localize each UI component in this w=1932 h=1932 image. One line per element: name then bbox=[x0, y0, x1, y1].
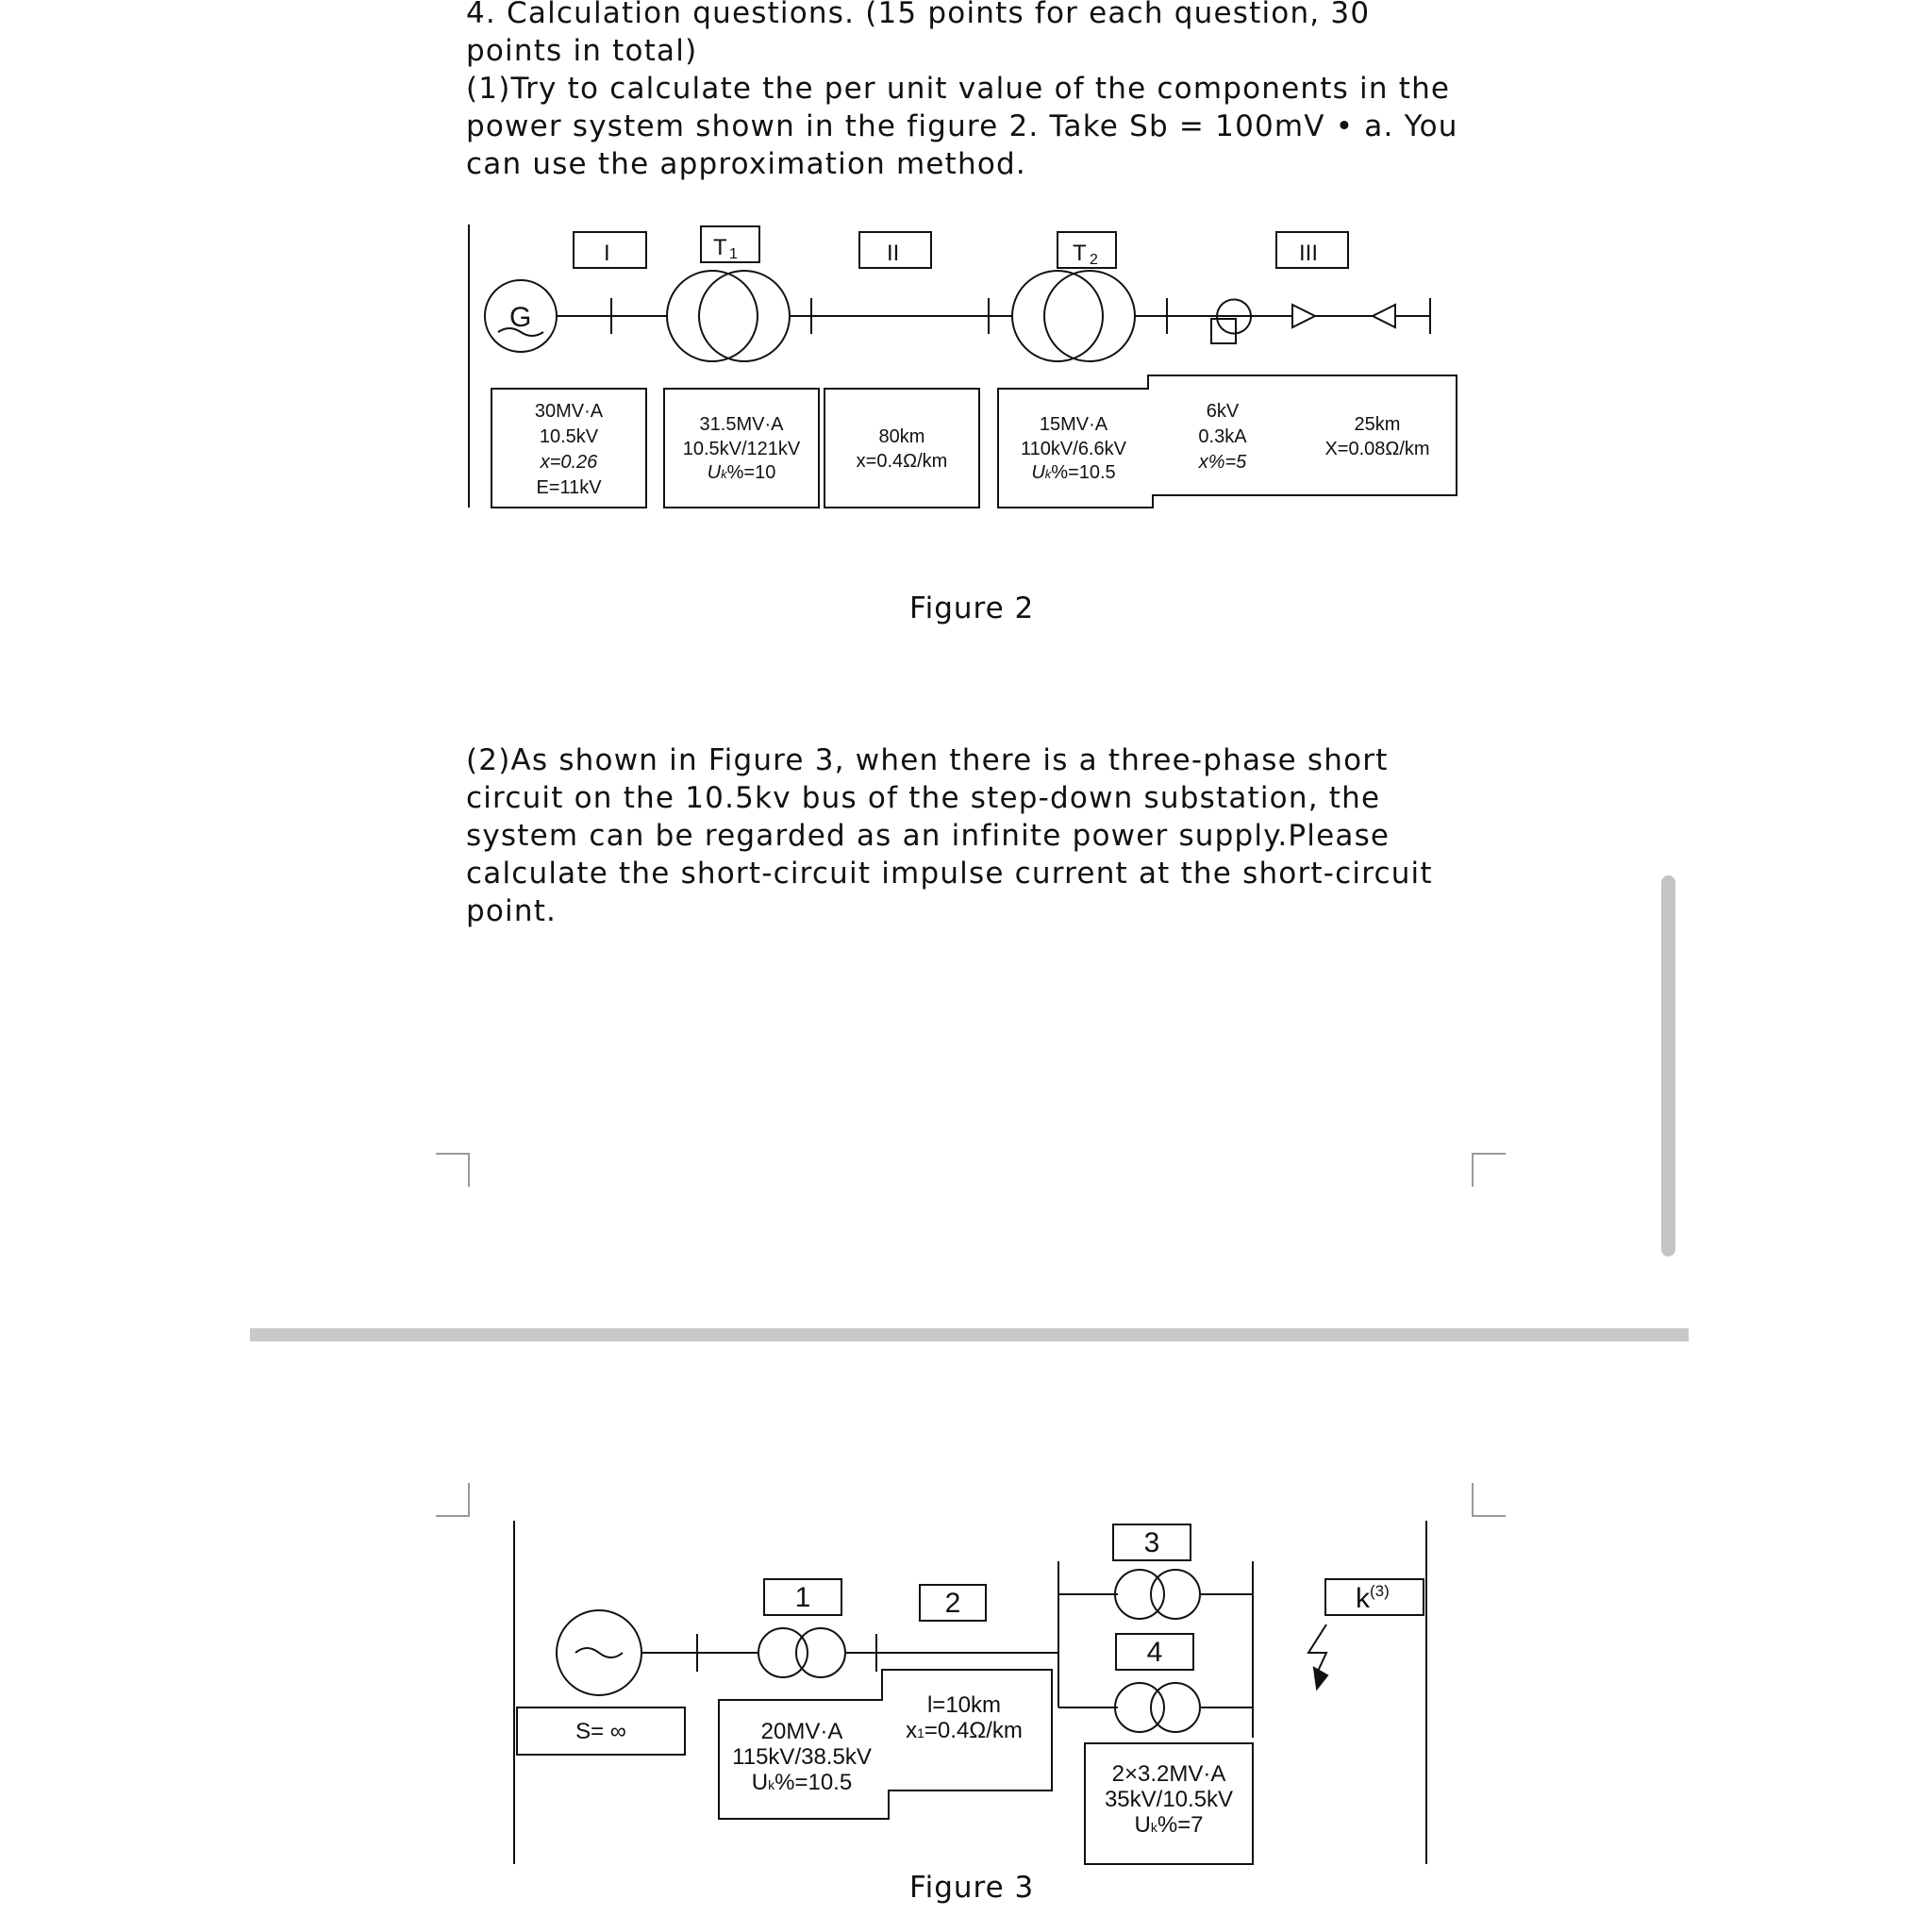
figure-2-caption: Figure 2 bbox=[909, 591, 1035, 625]
fig3-fault-k: k bbox=[1356, 1583, 1370, 1614]
figure-3-caption: Figure 3 bbox=[909, 1871, 1035, 1905]
fig3-t1-rating: 20MV·A bbox=[760, 1719, 843, 1744]
fig3-t1-voltage: 115kV/38.5kV bbox=[732, 1744, 872, 1770]
fig2-label-T2: T bbox=[1073, 241, 1087, 266]
fig3-label-4: 4 bbox=[1146, 1637, 1163, 1668]
fig2-t2-uk-sub: k bbox=[1044, 467, 1052, 481]
fig3-t34-uk-sub: k bbox=[1150, 1820, 1158, 1835]
fig3-t1-winding-1 bbox=[758, 1628, 808, 1677]
fig3-fault-sup: (3) bbox=[1370, 1582, 1390, 1600]
fig2-line-length: 80km bbox=[878, 426, 925, 447]
fig3-t1-uk-symbol: U bbox=[751, 1770, 769, 1795]
fig3-t1-uk bbox=[752, 1770, 852, 1795]
fig2-gen-reactance: x=0.26 bbox=[540, 452, 598, 473]
fig3-t34-uk bbox=[1134, 1812, 1203, 1838]
fig3-line-length: l=10km bbox=[926, 1692, 1002, 1718]
fig2-gen-rating: 30MV·A bbox=[534, 401, 604, 422]
fig2-label-III: III bbox=[1299, 241, 1319, 266]
question-4-heading: 4. Calculation questions. (15 points for each question, 30 points in total) bbox=[466, 0, 1371, 68]
fig3-t34-uk-value: %=7 bbox=[1157, 1812, 1204, 1838]
fig3-source-label: S= ∞ bbox=[575, 1719, 626, 1744]
fig3-line-x-sub: 1 bbox=[917, 1725, 924, 1740]
fig2-generator-label: G bbox=[509, 302, 532, 333]
fig3-fault-label bbox=[1356, 1582, 1390, 1614]
fig2-label-T1: T bbox=[713, 235, 727, 260]
fig2-t1-uk-sub: k bbox=[721, 467, 727, 481]
fig2-reactor-reactance: x%=5 bbox=[1198, 452, 1247, 473]
fig3-label-1: 1 bbox=[794, 1582, 811, 1613]
fig3-line-x-value: =0.4Ω/km bbox=[924, 1718, 1023, 1743]
fig2-t2-rating: 15MV·A bbox=[1039, 414, 1108, 435]
fig2-reactor-voltage: 6kV bbox=[1206, 401, 1240, 422]
fig3-line-reactance bbox=[906, 1718, 1023, 1743]
fig2-t1-voltage: 10.5kV/121kV bbox=[682, 439, 801, 459]
fig3-source-wave bbox=[575, 1648, 623, 1657]
fig2-gen-emf: E=11kV bbox=[536, 477, 602, 498]
fig2-t2-uk-value: %=10.5 bbox=[1051, 462, 1116, 483]
fig3-line-x-symbol: x bbox=[906, 1718, 918, 1743]
fig3-label-3: 3 bbox=[1143, 1527, 1160, 1558]
fig2-t1-rating: 31.5MV·A bbox=[699, 414, 784, 435]
fig2-reactor-current: 0.3kA bbox=[1198, 426, 1247, 447]
fig2-t1-uk-symbol: U bbox=[707, 462, 722, 483]
fig3-t3-winding-2 bbox=[1151, 1570, 1200, 1619]
fig3-t1-uk-value: %=10.5 bbox=[774, 1770, 853, 1795]
fig2-label-I: I bbox=[604, 241, 610, 266]
fig2-t2-uk-symbol: U bbox=[1031, 462, 1045, 483]
fig2-t1-uk-value: %=10 bbox=[726, 462, 776, 483]
question-1-text: (1)Try to calculate the per unit value of the components in the power system shown in the figure 2. Take Sb = 100mV • a. You can use the approximation method. bbox=[466, 72, 1458, 181]
fig3-t34-rating: 2×3.2MV·A bbox=[1111, 1761, 1226, 1787]
fig3-t1-uk-sub: k bbox=[768, 1777, 775, 1792]
fig2-cable-reactance: X=0.08Ω/km bbox=[1324, 439, 1430, 459]
fig2-t2-voltage: 110kV/6.6kV bbox=[1021, 439, 1126, 459]
fig3-t34-uk-symbol: U bbox=[1134, 1812, 1151, 1838]
fig2-line-reactance: x=0.4Ω/km bbox=[856, 451, 948, 472]
fig2-cable-length: 25km bbox=[1354, 414, 1401, 435]
fig3-label-2: 2 bbox=[944, 1588, 961, 1619]
fig3-t34-voltage: 35kV/10.5kV bbox=[1104, 1787, 1234, 1812]
question-2-text: (2)As shown in Figure 3, when there is a three-phase short circuit on the 10.5kv bus of the step-down substation, the system can be regarded as an infinite power supply.Please calculate the short-circuit impulse current at the short-circuit point. bbox=[466, 743, 1433, 928]
fig3-fault-arrow-icon bbox=[1314, 1668, 1327, 1689]
fig2-label-T2-sub: 2 bbox=[1090, 252, 1098, 268]
fig2-label-II: II bbox=[887, 241, 900, 266]
fig2-gen-voltage: 10.5kV bbox=[539, 426, 599, 447]
fig2-label-T1-sub: 1 bbox=[729, 246, 738, 262]
fig3-t4-winding-2 bbox=[1151, 1683, 1200, 1732]
fig3-t1-winding-2 bbox=[796, 1628, 845, 1677]
